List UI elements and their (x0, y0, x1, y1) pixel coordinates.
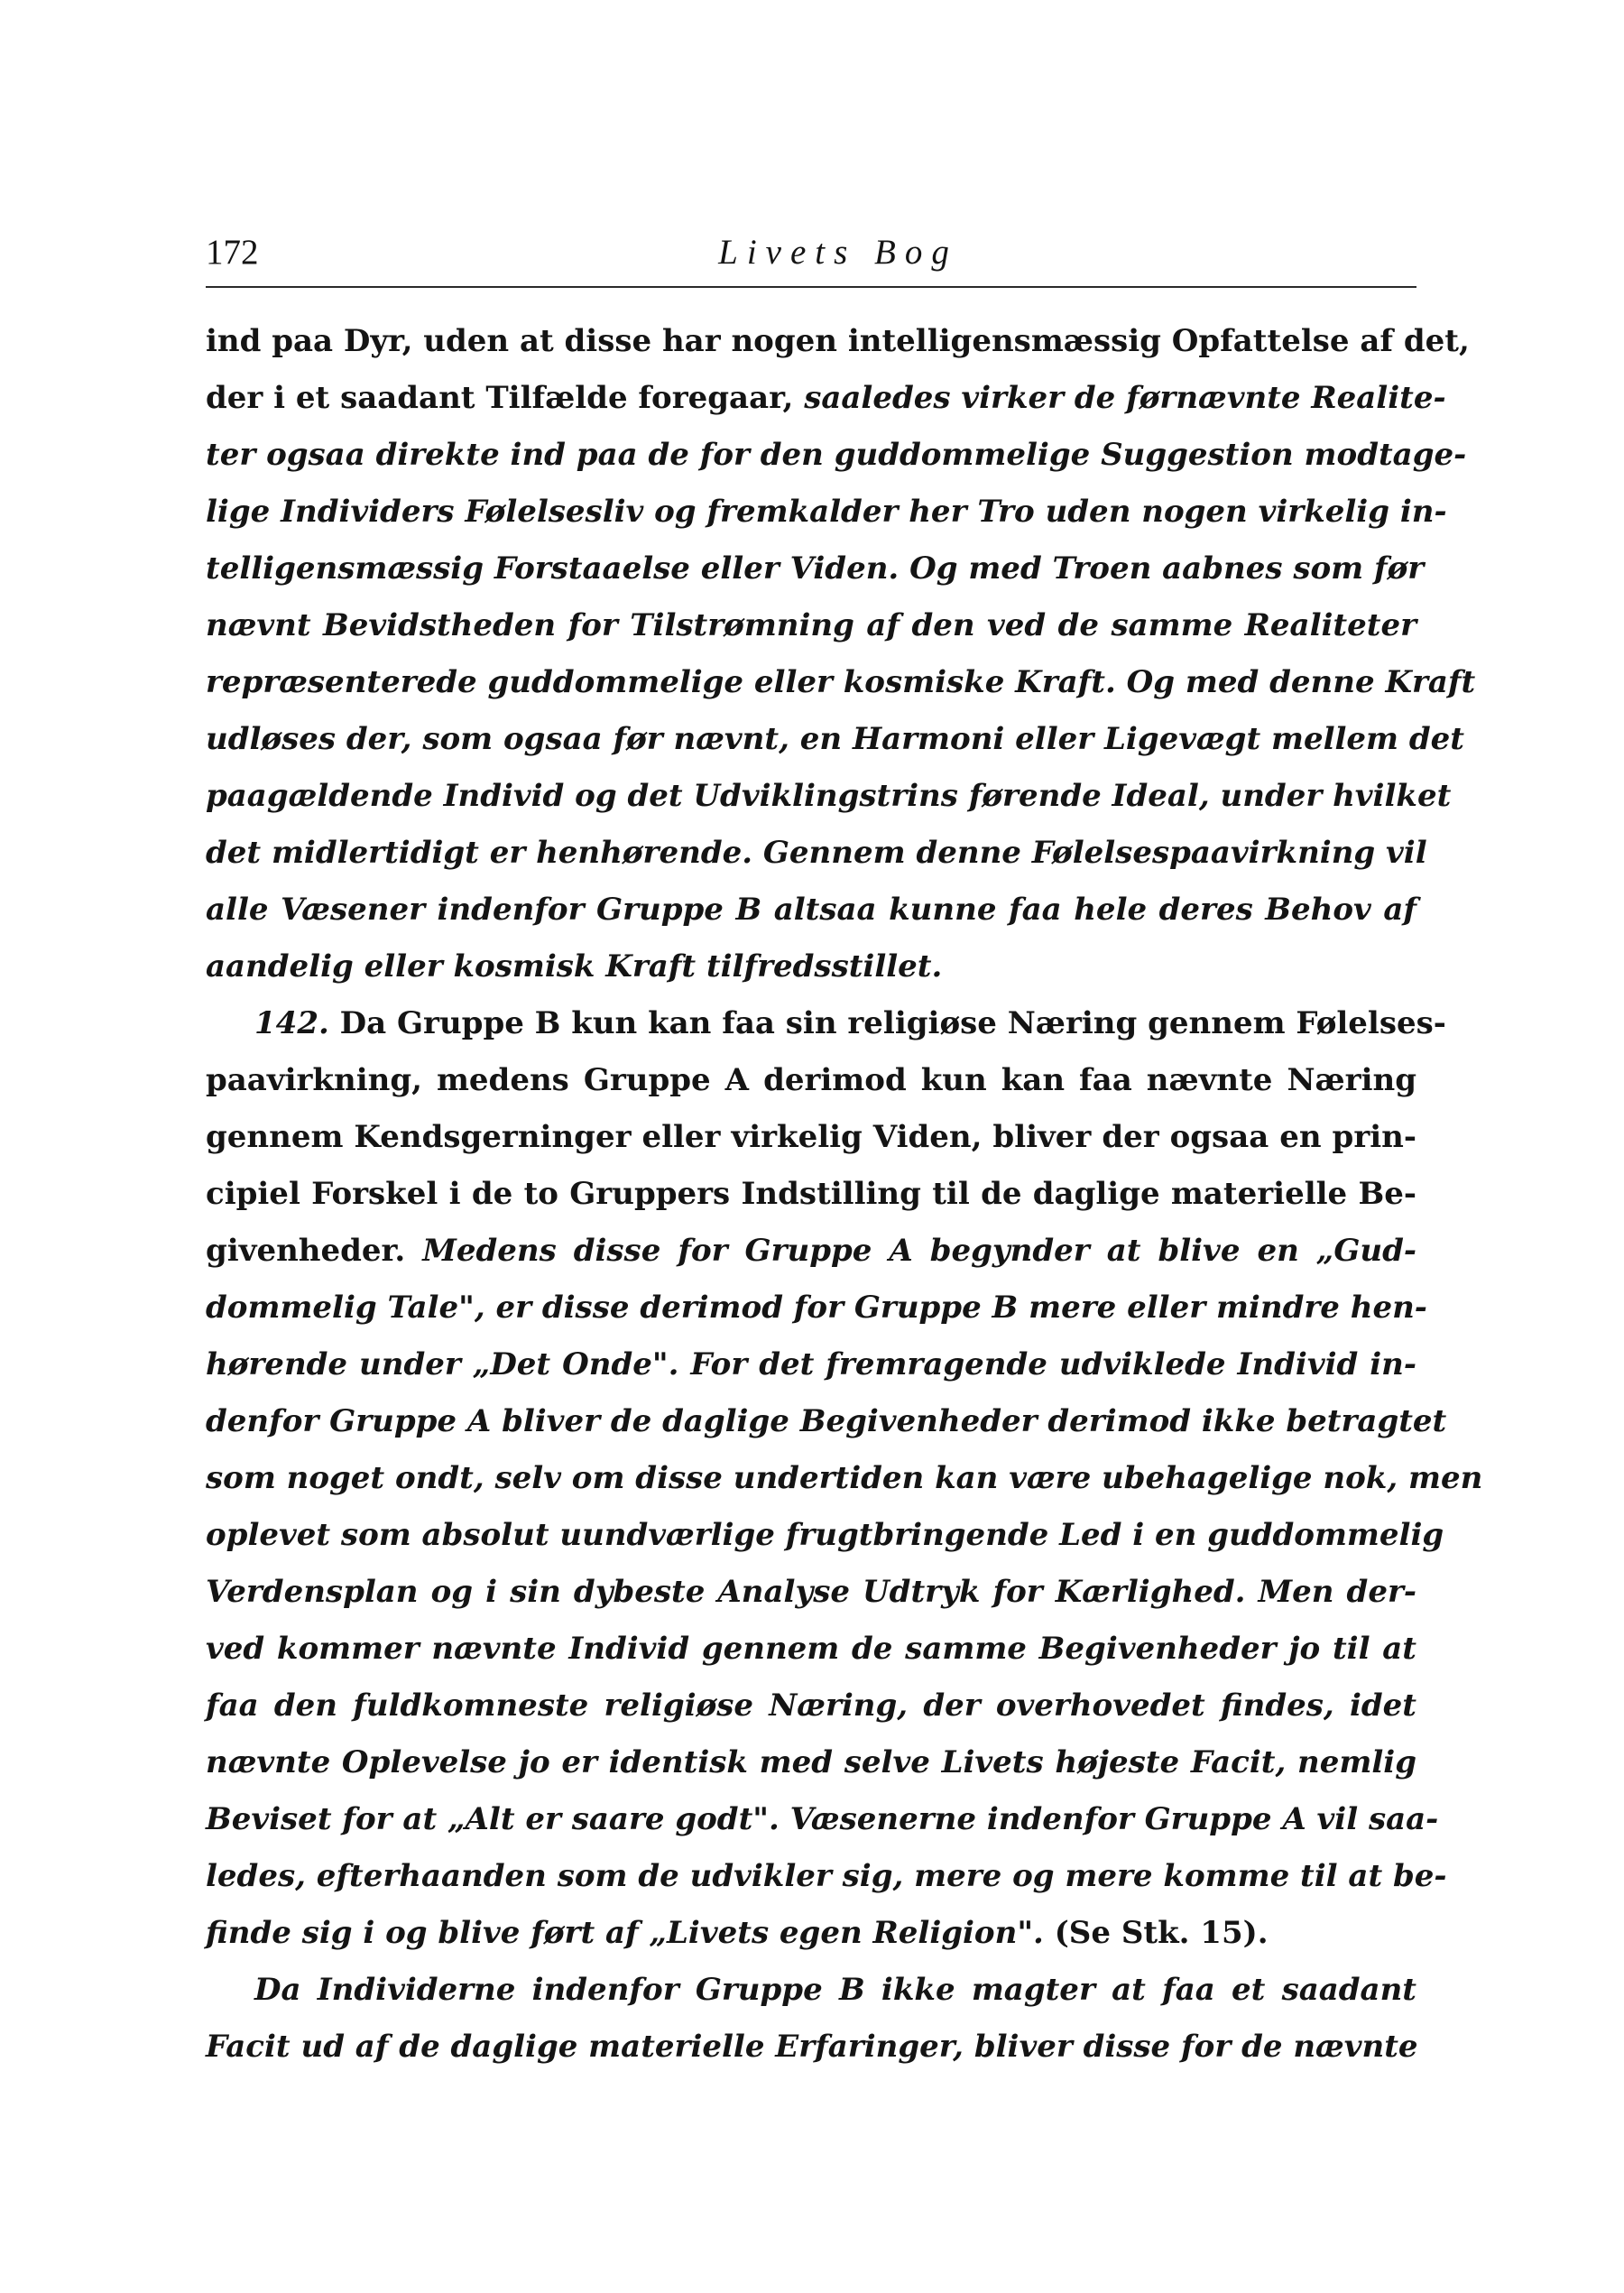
text-line (206, 1621, 1416, 1678)
text-segment: cipiel Forskel i de to Gruppers Indstilling til de daglige materielle Be- (206, 1176, 1416, 1212)
text-segment: ind paa Dyr, uden at disse har nogen intelligensmæssig Opfattelse af det, (206, 323, 1470, 359)
text-line (206, 541, 1425, 597)
text-segment: saaledes virker de førnævnte Realite- (804, 380, 1446, 416)
page-header (206, 230, 1416, 288)
text-line (206, 1962, 1416, 2019)
text-line (206, 1052, 1416, 1109)
text-segment: Beviset for at „Alt er saare godt". Væsenerne indenfor Gruppe A vil saa- (206, 1801, 1439, 1837)
text-segment: hørende under „Det Onde". For det fremragende udviklede Individ in- (206, 1346, 1416, 1382)
text-segment: nævnt Bevidstheden for Tilstrømning af den ved de samme Realiteter (206, 607, 1416, 643)
text-segment: alle Væsener indenfor Gruppe B altsaa kunne faa hele deres Behov af (206, 892, 1416, 928)
text-segment: gennem Kendsgerninger eller virkelig Viden, bliver der ogsaa en prin- (206, 1119, 1416, 1155)
text-line (206, 938, 1416, 995)
page-number: 172 (206, 233, 259, 272)
text-line (206, 711, 1464, 768)
text-segment: ter ogsaa direkte ind paa de for den guddommelige Suggestion modtage- (206, 437, 1467, 473)
text-segment: finde sig i og blive ført af „Livets egen Religion". (206, 1915, 1044, 1951)
text-segment: (Se Stk. 15). (1043, 1915, 1269, 1951)
text-line (206, 1336, 1416, 1393)
text-segment: det midlertidigt er henhørende. Gennem denne Følelsespaavirkning vil (206, 835, 1427, 871)
text-segment: nævnte Oplevelse jo er identisk med selve Livets højeste Facit, nemlig (206, 1744, 1416, 1780)
text-segment: Og med Troen aabnes som før (899, 550, 1425, 587)
text-line (206, 1564, 1416, 1621)
text-segment: Verdensplan og i sin dybeste Analyse Udtryk for Kærlighed. Men der- (206, 1574, 1416, 1610)
text-line (206, 654, 1476, 711)
text-segment: dommelig Tale", er disse derimod for Gruppe B mere eller mindre hen- (206, 1290, 1427, 1326)
text-segment: som noget ondt, selv om disse undertiden kan være ubehagelige nok, men (206, 1460, 1483, 1496)
running-title: Livets Bog (718, 233, 958, 272)
text-segment: givenheder. (206, 1233, 423, 1269)
text-line (206, 1848, 1447, 1905)
text-segment: repræsenterede guddommelige eller kosmiske Kraft. Og med denne Kraft (206, 664, 1476, 700)
text-line (206, 2019, 1416, 2076)
text-line (206, 313, 1470, 370)
text-line (206, 1393, 1447, 1450)
text-segment: udløses der, som ogsaa før nævnt, en Harmoni eller Ligevægt mellem det (206, 721, 1464, 757)
text-line (206, 825, 1427, 882)
text-segment: telligensmæssig Forstaaelse eller Viden. (206, 550, 900, 587)
text-segment: Da Gruppe B kun kan faa sin religiøse Næring gennem Følelses- (328, 1005, 1446, 1041)
text-line (206, 1791, 1439, 1848)
text-segment: paavirkning, medens Gruppe A derimod kun kan faa nævnte Næring (206, 1062, 1416, 1098)
text-line (206, 882, 1416, 938)
text-segment: faa den fuldkomneste religiøse Næring, der overhovedet findes, idet (206, 1687, 1416, 1724)
text-line (206, 1166, 1416, 1223)
text-segment: aandelig eller kosmisk Kraft tilfredsstillet. (206, 948, 943, 985)
text-line (206, 597, 1416, 654)
text-segment: ledes, efterhaanden som de udvikler sig, mere og mere komme til at be- (206, 1858, 1447, 1894)
text-segment: lige Individers Følelsesliv og fremkalder her Tro uden nogen virkelig in- (206, 494, 1447, 530)
text-segment: denfor Gruppe A bliver de daglige Begivenheder derimod ikke betragtet (206, 1403, 1447, 1439)
text-line (206, 1905, 1416, 1962)
text-line (206, 484, 1447, 541)
text-segment: Facit ud af de daglige materielle Erfaringer, bliver disse for de nævnte (206, 2029, 1418, 2065)
text-line (206, 1507, 1444, 1564)
text-segment: Medens disse for Gruppe A begynder at blive en „Gud- (422, 1233, 1416, 1269)
text-segment: 142. (254, 1005, 329, 1041)
text-body (206, 313, 1483, 2076)
text-line (206, 1678, 1416, 1734)
text-line (206, 427, 1467, 484)
text-line (206, 1734, 1416, 1791)
text-line (206, 768, 1452, 825)
text-segment: paagældende Individ og det Udviklingstrins førende Ideal, under hvilket (206, 778, 1452, 814)
text-segment: ved kommer nævnte Individ gennem de samme Begivenheder jo til at (206, 1631, 1416, 1667)
text-segment: oplevet som absolut uundværlige frugtbringende Led i en guddommelig (206, 1517, 1444, 1553)
text-line (206, 1223, 1416, 1280)
text-line (206, 1109, 1416, 1166)
text-segment: der i et saadant Tilfælde foregaar, (206, 380, 805, 416)
text-line (206, 1450, 1483, 1507)
text-line (206, 995, 1446, 1052)
text-segment: Da Individerne indenfor Gruppe B ikke magter at faa et saadant (254, 1972, 1416, 2008)
text-line (206, 1280, 1427, 1336)
text-line (206, 370, 1446, 427)
